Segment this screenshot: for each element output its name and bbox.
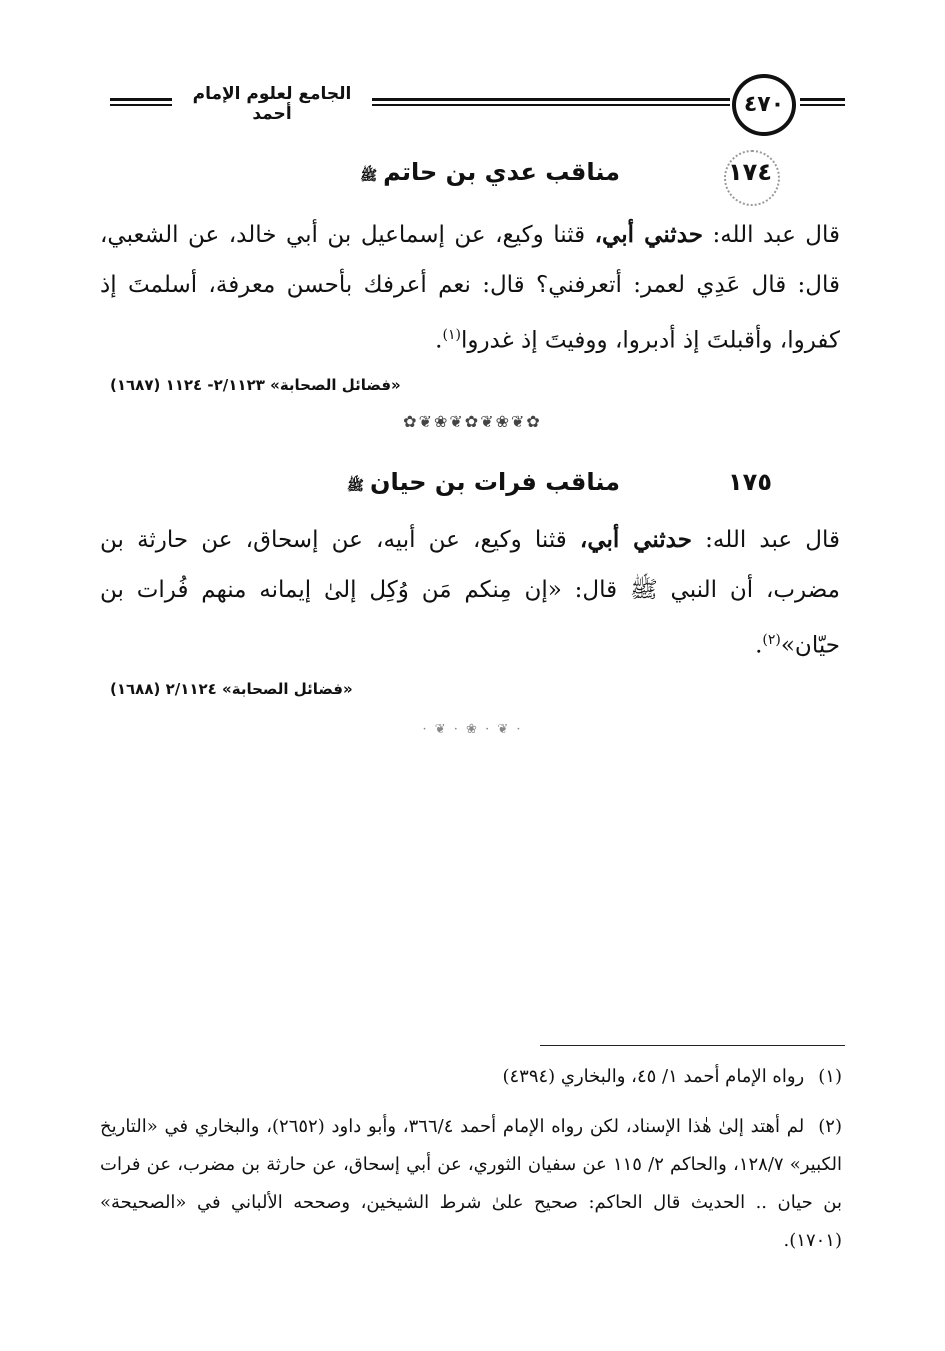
honorific-glyph: ﷺ <box>360 168 378 184</box>
narration-lead: قال عبد الله: <box>702 222 840 248</box>
header-rule <box>372 104 730 106</box>
source-citation: «فضائل الصحابة» ٢/١١٢٣- ١١٢٤ (١٦٨٧) <box>110 376 401 394</box>
section-title-text: مناقب عدي بن حاتم <box>383 158 620 186</box>
footnote-rule <box>540 1045 845 1046</box>
section-title-text: مناقب فرات بن حيان <box>369 468 620 496</box>
section-title <box>360 158 620 187</box>
section-heading <box>110 462 790 512</box>
footnote-text: رواه الإمام أحمد ١/ ٤٥، والبخاري (٤٣٩٤) <box>502 1066 805 1087</box>
section-number: ١٧٥ <box>728 468 772 496</box>
narration-bold: حدثني أبي، <box>579 526 692 553</box>
ornament-divider: ✿❦❀❦✿❦❀❦✿ <box>403 412 542 431</box>
header-rule <box>800 98 845 101</box>
narration-paragraph <box>100 515 840 671</box>
narration-end: . <box>435 327 443 354</box>
footnote-number: (٢) <box>818 1116 842 1137</box>
footnote-ref[interactable]: (٢) <box>762 632 781 648</box>
page-number: ٤٧٠ <box>732 74 796 136</box>
header-rule <box>800 104 845 106</box>
narration-end: . <box>755 632 763 659</box>
honorific-glyph: ﷺ <box>347 478 364 494</box>
source-citation: «فضائل الصحابة» ٢/١١٢٤ (١٦٨٨) <box>110 680 353 698</box>
section-heading <box>110 152 790 202</box>
running-title: الجامع لعلوم الإمام أحمد <box>192 84 352 124</box>
ornament-divider: · ❦ · ❀ · ❦ · <box>422 722 523 737</box>
narration-paragraph <box>100 210 840 366</box>
footnote-ref[interactable]: (١) <box>442 327 461 343</box>
footnote-text: لم أهتد إلىٰ هٰذا الإسناد، لكن رواه الإمام أحمد ٣٦٦/٤، وأبو داود (٢٦٥٢)، والبخاري في «التاريخ الكبير» ١٢٨/٧، والحاكم ٢/ ١١٥ عن سفيان الثوري، عن أبي إسحاق، عن حارثة بن مضرب، عن فرات بن حيان .. الحديث قال الحاكم: صحيح علىٰ شرط الشيخين، وصححه الألباني في «الصحيحة» (١٧٠١). <box>100 1116 842 1251</box>
header-rule <box>110 98 172 101</box>
narration-body: قثنا وكيع، عن أبيه، عن إسحاق، عن حارثة بن مضرب، أن النبي ﷺ قال: «إن مِنكم مَن وُكِل إلىٰ إيمانه منهم فُرات بن حيّان» <box>100 527 840 659</box>
section-title <box>347 468 620 497</box>
footnote <box>100 1108 842 1260</box>
narration-bold: حدثني أبي، <box>594 221 703 248</box>
header-rule <box>110 104 172 106</box>
running-header <box>110 70 845 142</box>
header-rule <box>372 98 730 101</box>
footnote <box>100 1058 842 1096</box>
narration-body: قثنا وكيع، عن إسماعيل بن أبي خالد، عن الشعبي، قال: قال عَدِي لعمر: أتعرفني؟ قال: نعم أعرفك بأحسن معرفة، أسلمتَ إذ كفروا، وأقبلتَ إذ أدبروا، ووفيتَ إذ غدروا <box>100 222 840 354</box>
narration-lead: قال عبد الله: <box>691 527 840 553</box>
footnote-number: (١) <box>818 1066 842 1087</box>
section-number: ١٧٤ <box>710 158 790 186</box>
